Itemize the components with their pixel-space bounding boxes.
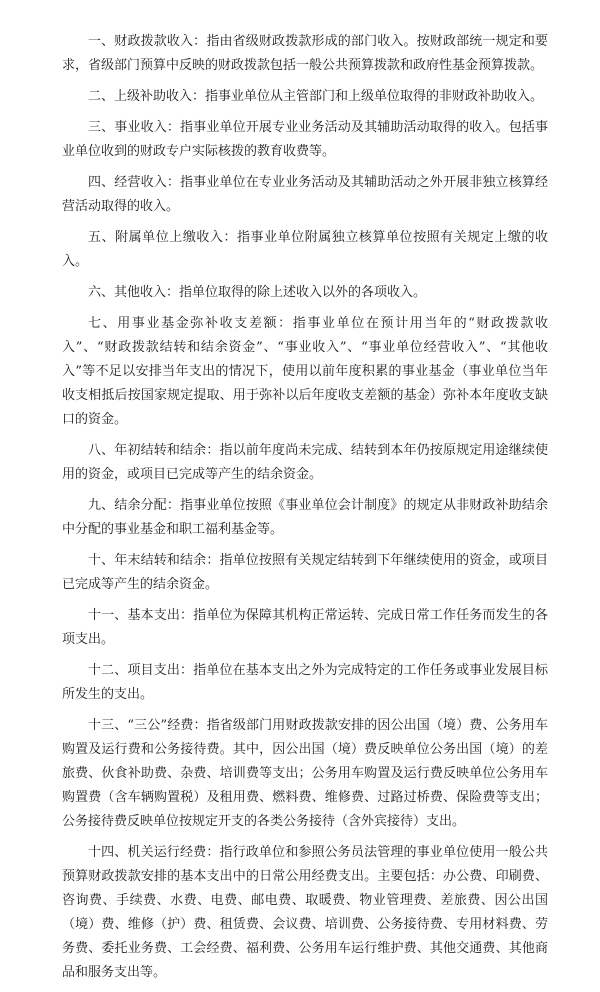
paragraph-affiliated-unit-income: 五、附属单位上缴收入：指事业单位附属独立核算单位按照有关规定上缴的收入。 xyxy=(62,230,548,269)
paragraph-business-fund-offset: 七、用事业基金弥补收支差额：指事业单位在预计用当年的“财政拨款收入”、“财政拨款结转和结余资金”、“事业收入”、“事业单位经营收入”、“其他收入”等不足以安排当年支出的情况下，使用以前年度积累的事业基金（事业单位当年收支相抵后按国家规定提取、用于弥补以后年度收支差额的基金）弥补本年度收支缺口的资金。 xyxy=(62,316,548,427)
paragraph-surplus-distribution: 九、结余分配：指事业单位按照《事业单位会计制度》的规定从非财政补助结余中分配的事业基金和职工福利基金等。 xyxy=(62,498,548,537)
paragraph-other-income: 六、其他收入：指单位取得的除上述收入以外的各项收入。 xyxy=(88,285,427,300)
paragraph-project-expenditure: 十二、项目支出：指单位在基本支出之外为完成特定的工作任务或事业发展目标所发生的支出。 xyxy=(62,663,548,702)
paragraph-business-income: 三、事业收入：指事业单位开展专业业务活动及其辅助活动取得的收入。包括事业单位收到的财政专户实际核拨的教育收费等。 xyxy=(62,120,548,159)
paragraph-agency-operating-expenses: 十四、机关运行经费：指行政单位和参照公务员法管理的事业单位使用一般公共预算财政拨款安排的基本支出中的日常公用经费支出。主要包括：办公费、印刷费、咨询费、手续费、水费、电费、邮电费、取暖费、物业管理费、差旅费、因公出国（境）费、维修（护）费、租赁费、会议费、培训费、公务接待费、专用材料费、劳务费、委托业务费、工会经费、福利费、公务用车运行维护费、其他交通费、其他商品和服务支出等。 xyxy=(62,845,548,980)
paragraph-superior-subsidy-income: 二、上级补助收入：指事业单位从主管部门和上级单位取得的非财政补助收入。 xyxy=(88,89,544,104)
paragraph-basic-expenditure: 十一、基本支出：指单位为保障其机构正常运转、完成日常工作任务而发生的各项支出。 xyxy=(62,608,548,647)
paragraph-fiscal-appropriation-income: 一、财政拨款收入：指由省级财政拨款形成的部门收入。按财政部统一规定和要求，省级部门预算中反映的财政拨款包括一般公共预算拨款和政府性基金预算拨款。 xyxy=(62,34,548,73)
paragraph-operating-income: 四、经营收入：指事业单位在专业业务活动及其辅助活动之外开展非独立核算经营活动取得的收入。 xyxy=(62,175,548,214)
paragraph-year-end-carryover: 十、年末结转和结余：指单位按照有关规定结转到下年继续使用的资金，或项目已完成等产生的结余资金。 xyxy=(62,553,548,592)
paragraph-three-public-expenses: 十三、“三公”经费：指省级部门用财政拨款安排的因公出国（境）费、公务用车购置及运行费和公务接待费。其中，因公出国（境）费反映单位公务出国（境）的差旅费、伙食补助费、杂费、培训费等支出；公务用车购置及运行费反映单位公务用车购置费（含车辆购置税）及租用费、燃料费、维修费、过路过桥费、保险费等支出；公务接待费反映单位按规定开支的各类公务接待（含外宾接待）支出。 xyxy=(62,718,548,829)
paragraph-opening-carryover: 八、年初结转和结余：指以前年度尚未完成、结转到本年仍按原规定用途继续使用的资金，或项目已完成等产生的结余资金。 xyxy=(62,443,548,482)
